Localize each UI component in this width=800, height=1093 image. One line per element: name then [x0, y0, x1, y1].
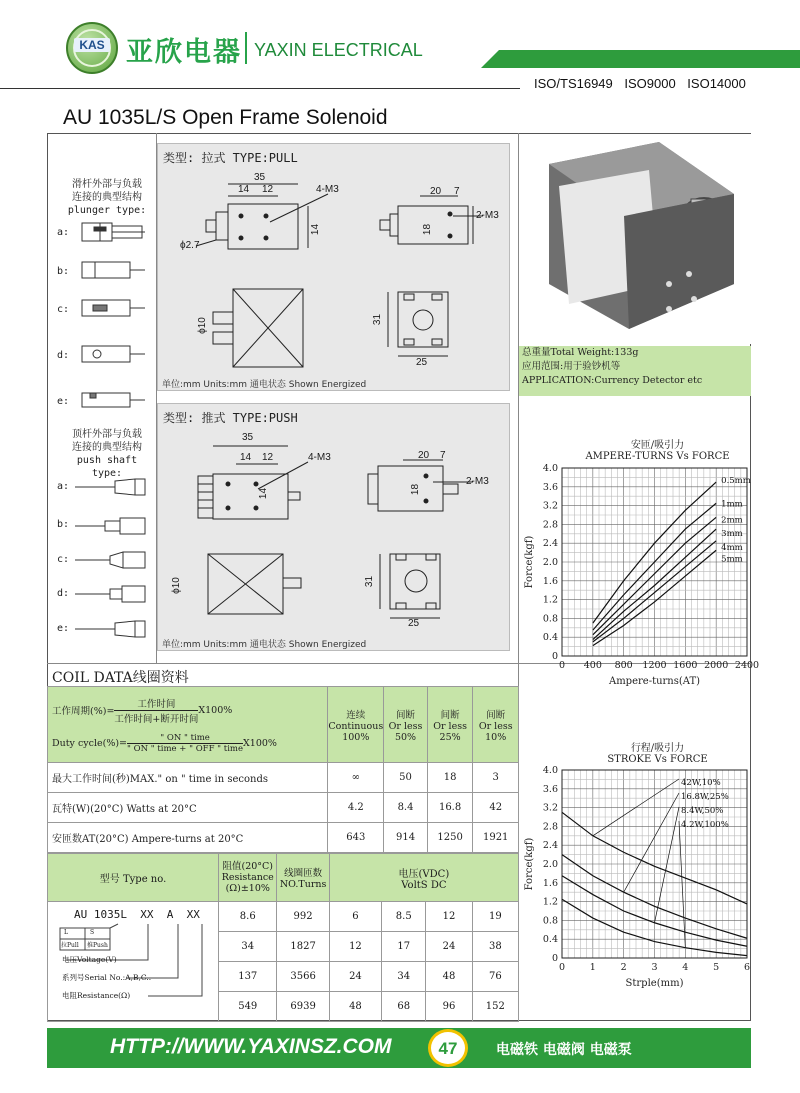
push-type-e: e:: [57, 623, 70, 634]
duty-cn-label: 工作周期(%)=: [52, 706, 115, 717]
type-no-header: 型号 Type no.: [48, 854, 219, 902]
table-cell: 137: [219, 962, 277, 992]
y-tick-label: 1.6: [542, 877, 558, 889]
duty-col-10: [473, 687, 519, 763]
push-dimension-panel: [157, 403, 510, 651]
x-axis-label: Ampere-turns(AT): [608, 676, 701, 687]
duty-en-denominator: " ON " time + " OFF " time: [127, 743, 244, 754]
y-tick-label: 0.4: [542, 934, 558, 946]
push-shaft-heading-line1: 顶杆外部与负载: [72, 429, 142, 440]
coil-data-title: COIL DATA线圈资料: [52, 670, 189, 686]
chart1-subtitle: AMPERE-TURNS Vs FORCE: [585, 451, 730, 462]
push-shaft-heading-en: push shaft type:: [76, 455, 138, 479]
push-dim-18: 18: [410, 483, 422, 496]
brand-name-cn: 亚欣电器: [126, 37, 242, 68]
product-info-box: [519, 346, 751, 396]
resistance-header: [219, 854, 277, 902]
table-row: [48, 793, 519, 823]
plunger-type-b: b:: [57, 266, 70, 277]
plunger-type-c: c:: [57, 304, 70, 315]
series-label: 5mm: [721, 554, 743, 565]
y-tick-label: 2.0: [542, 557, 558, 568]
page-number: 47: [438, 1039, 458, 1058]
push-dim-20: 20: [418, 450, 430, 461]
model-code: AU 1035L XX A XX: [74, 908, 200, 921]
product-photo: [519, 134, 751, 344]
header-rule: [0, 88, 520, 89]
voltage-header-l2: VoltS DC: [401, 879, 447, 891]
pull-dim-31: 31: [372, 313, 384, 326]
table-cell: 6939: [277, 992, 329, 1022]
table-cell: 152: [472, 992, 518, 1022]
pull-panel-footer: 单位:mm Units:mm 通电状态 Shown Energized: [162, 380, 367, 390]
plunger-heading: [59, 178, 155, 217]
turns-header-l1: 线圈匝数: [284, 868, 323, 879]
total-weight: 总重量Total Weight:133g: [522, 347, 639, 358]
y-tick-label: 0: [551, 953, 558, 964]
y-tick-label: 4.0: [542, 463, 558, 474]
pull-dim-7: 7: [454, 186, 460, 197]
duty-col3-cn: 间断: [440, 709, 460, 721]
table-cell: ∞: [328, 763, 384, 793]
table-cell: 38: [472, 932, 518, 962]
usage-cn: 应用范围:用于验钞机等: [522, 361, 621, 372]
pull-dimension-drawing: [158, 144, 511, 392]
legend-resistance: 电阻Resistance(Ω): [62, 991, 131, 1000]
company-logo: [66, 22, 118, 74]
push-panel-title: 类型: 推式 TYPE:PUSH: [163, 411, 298, 425]
duty-en-numerator: " ON " time: [127, 733, 243, 744]
table-row: [48, 763, 519, 793]
application: APPLICATION:Currency Detector etc: [522, 375, 703, 386]
table-cell: 17: [382, 932, 426, 962]
push-shaft-heading-line2: 连接的典型结构: [72, 442, 142, 453]
certifications: ISO/TS16949 ISO9000 ISO14000: [534, 76, 746, 91]
pull-dim-18: 18: [422, 223, 434, 236]
logo-text: KAS: [74, 38, 110, 52]
table-cell: 3: [473, 763, 519, 793]
plunger-heading-line2: 连接的典型结构: [72, 192, 142, 203]
table-cell: 19: [472, 902, 518, 932]
chart2-subtitle: STROKE Vs FORCE: [607, 754, 708, 765]
push-dim-31: 31: [364, 575, 376, 588]
push-dim-35: 35: [242, 432, 254, 443]
pull-dim-35: 35: [254, 172, 266, 183]
table-cell: 48: [426, 962, 472, 992]
y-tick-label: 2.4: [542, 840, 558, 852]
plunger-type-d: d:: [57, 350, 70, 361]
push-type-b: b:: [57, 519, 70, 530]
duty-col-25: [427, 687, 473, 763]
x-axis-label: Strple(mm): [625, 978, 684, 989]
pull-dim-dia10: ϕ10: [196, 317, 208, 334]
duty-col1-cn: 连续: [346, 709, 366, 721]
y-tick-label: 0.8: [542, 613, 558, 625]
duty-col3-pct: 25%: [439, 731, 461, 743]
table-cell: 24: [329, 962, 381, 992]
push-dim-14v: 14: [258, 487, 270, 500]
row-label-max-on-time: 最大工作时间(秒)MAX." on " time in seconds: [48, 763, 328, 793]
y-axis-label: Force(kgf): [524, 837, 535, 891]
series-label: 4mm: [721, 542, 743, 553]
duty-col4-pct: 10%: [485, 731, 507, 743]
push-dim-7: 7: [440, 450, 446, 461]
chart1-title-block: [560, 436, 755, 462]
resistance-header-l3: (Ω)±10%: [225, 883, 270, 894]
duty-cycle-formula: [48, 687, 328, 763]
y-tick-label: 1.2: [542, 896, 558, 908]
table-cell: 34: [382, 962, 426, 992]
brand-divider: [245, 32, 247, 64]
chart1-title: 安匝/吸引力: [630, 440, 685, 451]
series-label: 1mm: [721, 499, 743, 510]
x-tick-label: 2400: [734, 660, 760, 671]
legend-pull: 拉Pull: [61, 942, 79, 949]
plunger-heading-en: plunger type:: [67, 205, 147, 216]
y-tick-label: 3.2: [542, 500, 558, 512]
series-label: 42W,10%: [681, 778, 721, 788]
y-tick-label: 0.4: [542, 632, 558, 644]
pull-dim-14v: 14: [310, 223, 322, 236]
legend-voltage: 电压Voltage(V): [62, 955, 117, 964]
x-tick-label: 3: [651, 962, 658, 973]
table-cell: 4.2: [328, 793, 384, 823]
y-tick-label: 2.4: [542, 538, 558, 550]
duty-col3-en: Or less: [433, 720, 467, 732]
model-code-cell: [48, 902, 219, 1022]
table-cell: 42: [473, 793, 519, 823]
table-cell: 3566: [277, 962, 329, 992]
duty-en-tail: X100%: [243, 737, 277, 749]
pull-dim-25: 25: [416, 357, 428, 368]
legend-serial: 系列号Serial No.:A,B,C..: [62, 973, 152, 982]
table-cell: 1921: [473, 823, 519, 853]
legend-l: L: [64, 929, 68, 936]
push-shaft-type-drawings: [55, 470, 155, 645]
duty-cn-numerator: 工作时间: [114, 696, 198, 711]
x-tick-label: 6: [743, 962, 751, 973]
resistance-header-l2: Resistance: [221, 872, 274, 883]
y-axis-label: Force(kgf): [524, 535, 535, 589]
header-band: [520, 50, 800, 68]
y-tick-label: 0.8: [542, 915, 558, 927]
table-cell: 1250: [427, 823, 473, 853]
x-tick-label: 0: [558, 962, 566, 973]
push-dim-12: 12: [262, 452, 274, 463]
push-dim-14: 14: [240, 452, 252, 463]
x-tick-label: 1600: [673, 660, 698, 671]
x-tick-label: 400: [583, 660, 602, 671]
y-tick-label: 4.0: [542, 765, 558, 776]
push-dim-dia10: ϕ10: [170, 577, 182, 594]
table-cell: 68: [382, 992, 426, 1022]
duty-col-continuous: [328, 687, 384, 763]
x-tick-label: 2: [620, 962, 627, 973]
table-cell: 18: [427, 763, 473, 793]
push-dim-2m3: 2-M3: [466, 476, 489, 487]
pull-dim-2m3: 2-M3: [476, 210, 499, 221]
page-number-badge: [428, 1029, 468, 1067]
page-title: AU 1035L/S Open Frame Solenoid: [63, 106, 388, 129]
y-tick-label: 0: [551, 651, 558, 662]
table-cell: 48: [329, 992, 381, 1022]
series-label: 2mm: [721, 515, 743, 526]
series-label: 3mm: [721, 529, 743, 540]
y-tick-label: 2.8: [542, 519, 558, 531]
series-label: 16.8W,25%: [681, 792, 729, 802]
pull-panel-title: 类型: 拉式 TYPE:PULL: [163, 151, 298, 165]
row-label-ampere-turns: 安匝数AT(20°C) Ampere-turns at 20°C: [48, 823, 328, 853]
footer-url[interactable]: HTTP://WWW.YAXINSZ.COM: [110, 1035, 392, 1058]
table-cell: 8.6: [219, 902, 277, 932]
duty-col1-pct: 100%: [342, 731, 370, 743]
duty-cn-tail: X100%: [198, 704, 233, 716]
push-dim-25: 25: [408, 618, 420, 629]
plunger-heading-line1: 滑杆外部与负载: [72, 179, 142, 190]
push-type-d: d:: [57, 588, 70, 599]
legend-push: 推Push: [87, 942, 108, 949]
table-cell: 643: [328, 823, 384, 853]
table-cell: 8.4: [384, 793, 428, 823]
table-cell: 549: [219, 992, 277, 1022]
pull-dim-4m3: 4-M3: [316, 184, 339, 195]
x-tick-label: 4: [682, 962, 689, 973]
table-cell: 76: [472, 962, 518, 992]
voltage-header-l1: 电压(VDC): [398, 868, 450, 880]
plunger-type-a: a:: [57, 227, 70, 238]
table-row: [48, 823, 519, 853]
duty-col2-cn: 间断: [396, 709, 416, 721]
series-label: 4.2W,100%: [681, 820, 729, 830]
push-dim-4m3: 4-M3: [308, 452, 331, 463]
table-cell: 24: [426, 932, 472, 962]
y-tick-label: 3.6: [542, 783, 558, 795]
push-type-c: c:: [57, 554, 70, 565]
table-cell: 6: [329, 902, 381, 932]
x-tick-label: 800: [614, 660, 633, 671]
chart2-title: 行程/吸引力: [630, 743, 685, 754]
x-tick-label: 2000: [704, 660, 729, 671]
duty-col1-en: Continuous: [328, 720, 384, 732]
y-tick-label: 3.2: [542, 802, 558, 814]
coil-data-table: [47, 686, 519, 853]
model-table: [47, 853, 519, 1022]
table-cell: 16.8: [427, 793, 473, 823]
footer-tags: 电磁铁 电磁阀 电磁泵: [496, 1042, 632, 1058]
y-tick-label: 2.8: [542, 821, 558, 833]
plunger-type-e: e:: [57, 396, 70, 407]
table-cell: 12: [329, 932, 381, 962]
plunger-type-drawings: [55, 215, 155, 415]
x-tick-label: 0: [558, 660, 566, 671]
push-type-a: a:: [57, 481, 70, 492]
x-tick-label: 5: [713, 962, 720, 973]
y-tick-label: 3.6: [542, 481, 558, 493]
table-cell: 12: [426, 902, 472, 932]
turns-header-l2: NO.Turns: [279, 879, 327, 890]
pull-dim-dia27: ϕ2.7: [180, 240, 200, 251]
y-tick-label: 1.2: [542, 594, 558, 606]
duty-en-label: Duty cycle(%)=: [52, 737, 128, 749]
series-label: 8.4W,50%: [681, 806, 724, 816]
y-tick-label: 1.6: [542, 575, 558, 587]
duty-cn-denominator: 工作时间+断开时间: [114, 713, 199, 725]
duty-col4-cn: 间断: [486, 709, 506, 721]
table-cell: 8.5: [382, 902, 426, 932]
series-label: 0.5mm: [721, 476, 751, 487]
stroke-force-chart: [520, 762, 750, 997]
legend-s: S: [90, 929, 95, 936]
table-cell: 34: [219, 932, 277, 962]
pull-dimension-panel: [157, 143, 510, 391]
pull-dim-12: 12: [262, 184, 274, 195]
table-cell: 96: [426, 992, 472, 1022]
duty-col-50: [384, 687, 428, 763]
x-tick-label: 1: [589, 962, 596, 973]
table-cell: 1827: [277, 932, 329, 962]
voltage-header: [329, 854, 518, 902]
table-cell: 914: [384, 823, 428, 853]
duty-col2-en: Or less: [388, 720, 423, 732]
push-dimension-drawing: [158, 404, 511, 652]
table-row: [48, 902, 519, 932]
brand-name-en: YAXIN ELECTRICAL: [254, 40, 423, 60]
pull-dim-14: 14: [238, 184, 250, 195]
resistance-header-l1: 阻值(20°C): [222, 861, 274, 872]
pull-dim-20: 20: [430, 186, 442, 197]
duty-col4-en: Or less: [478, 720, 513, 732]
y-tick-label: 2.0: [542, 859, 558, 870]
ampere-turns-force-chart: [520, 460, 760, 695]
turns-header: [277, 854, 329, 902]
push-panel-footer: 单位:mm Units:mm 通电状态 Shown Energized: [162, 640, 367, 650]
table-cell: 992: [277, 902, 329, 932]
series-leader: [679, 821, 685, 948]
row-label-watts: 瓦特(W)(20°C) Watts at 20°C: [48, 793, 328, 823]
table-cell: 50: [384, 763, 428, 793]
duty-col2-pct: 50%: [394, 731, 417, 743]
x-tick-label: 1200: [642, 660, 667, 671]
